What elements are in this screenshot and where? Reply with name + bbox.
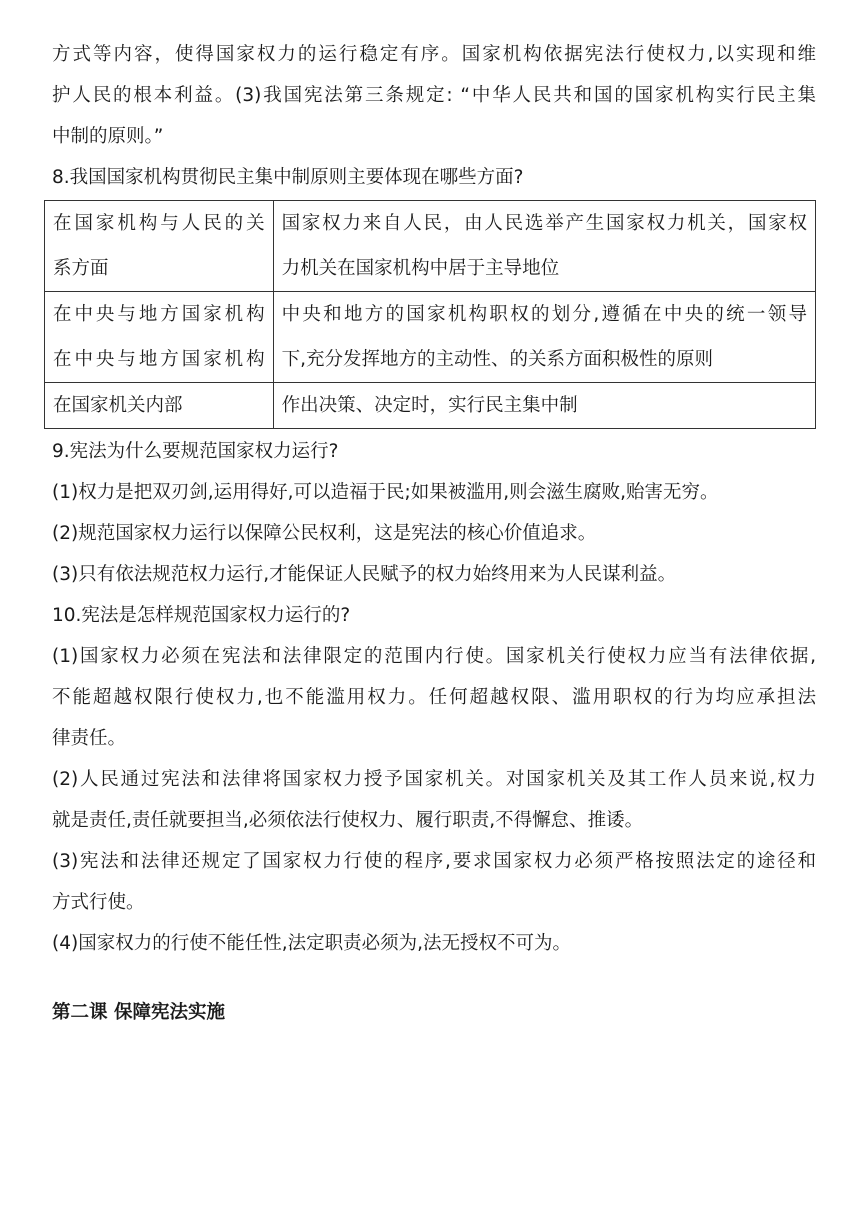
- q9-point-1: (1)权力是把双刃剑,运用得好,可以造福于民;如果被滥用,则会滋生腐败,贻害无穷。: [52, 482, 719, 503]
- q10-point-2: [52, 759, 816, 841]
- q10-point-1-line: 不能超越权限行使权力,也不能滥用权力。任何超越权限、滥用职权的行为均应承担法: [52, 687, 816, 708]
- cell-text: 系方面: [53, 258, 109, 279]
- q10-point-3-line: (3)宪法和法律还规定了国家权力行使的程序,要求国家权力必须严格按照法定的途径和: [52, 851, 816, 872]
- cell-text: 在中央与地方国家机构: [53, 349, 265, 370]
- cell-text: 在中央与地方国家机构: [53, 304, 265, 325]
- table-cell-aspect: [45, 201, 274, 292]
- cell-text: 作出决策、决定时，实行民主集中制: [281, 395, 578, 416]
- cell-text: 在国家机构与人民的关: [53, 213, 265, 234]
- q9-point-2: (2)规范国家权力运行以保障公民权利，这是宪法的核心价值追求。: [52, 523, 597, 544]
- table-cell-content: [273, 201, 815, 292]
- q10-point-2-line: 就是责任,责任就要担当,必须依法行使权力、履行职责,不得懈怠、推诿。: [52, 810, 644, 831]
- q10-point-1-line: 律责任。: [52, 728, 127, 749]
- table-row: [45, 292, 816, 383]
- table-row: [45, 383, 816, 429]
- table-cell-aspect: [45, 383, 274, 429]
- q10-point-1-line: (1)国家权力必须在宪法和法律限定的范围内行使。国家机关行使权力应当有法律依据,: [52, 646, 816, 667]
- q10-point-3: [52, 841, 816, 923]
- cell-text: 力机关在国家机构中居于主导地位: [281, 258, 560, 279]
- table-cell-aspect: [45, 292, 274, 383]
- table-cell-content: [273, 292, 815, 383]
- q9-point-3: (3)只有依法规范权力运行,才能保证人民赋予的权力始终用来为人民谋利益。: [52, 564, 677, 585]
- intro-paragraph: [52, 34, 816, 157]
- q10-point-3-line: 方式行使。: [52, 892, 145, 913]
- table-cell-content: [273, 383, 815, 429]
- document-page: [52, 34, 816, 1033]
- lesson-title: 第二课 保障宪法实施: [52, 1002, 225, 1023]
- q9-question: 9.宪法为什么要规范国家权力运行?: [52, 441, 339, 462]
- q8-question: 8.我国国家机构贯彻民主集中制原则主要体现在哪些方面?: [52, 167, 524, 188]
- intro-line-1: 方式等内容，使得国家权力的运行稳定有序。国家机构依据宪法行使权力,以实现和维: [52, 44, 816, 65]
- q10-question: 10.宪法是怎样规范国家权力运行的?: [52, 605, 351, 626]
- cell-text: 在国家机关内部: [53, 395, 183, 416]
- cell-text: 下,充分发挥地方的主动性、的关系方面积极性的原则: [281, 349, 714, 370]
- spacer: [52, 964, 816, 992]
- q10-point-4: [52, 923, 816, 964]
- democratic-centralism-table: [44, 200, 816, 429]
- cell-text: 中央和地方的国家机构职权的划分,遵循在中央的统一领导: [281, 304, 807, 325]
- cell-text: 国家权力来自人民，由人民选举产生国家权力机关，国家权: [281, 213, 807, 234]
- table-row: [45, 201, 816, 292]
- q10-point-4-line: (4)国家权力的行使不能任性,法定职责必须为,法无授权不可为。: [52, 933, 571, 954]
- q10-point-1: [52, 636, 816, 759]
- intro-line-2: 护人民的根本利益。(3)我国宪法第三条规定: “中华人民共和国的国家机构实行民主集: [52, 85, 816, 106]
- q10-point-2-line: (2)人民通过宪法和法律将国家权力授予国家机关。对国家机关及其工作人员来说,权力: [52, 769, 816, 790]
- intro-line-3: 中制的原则。”: [52, 126, 164, 147]
